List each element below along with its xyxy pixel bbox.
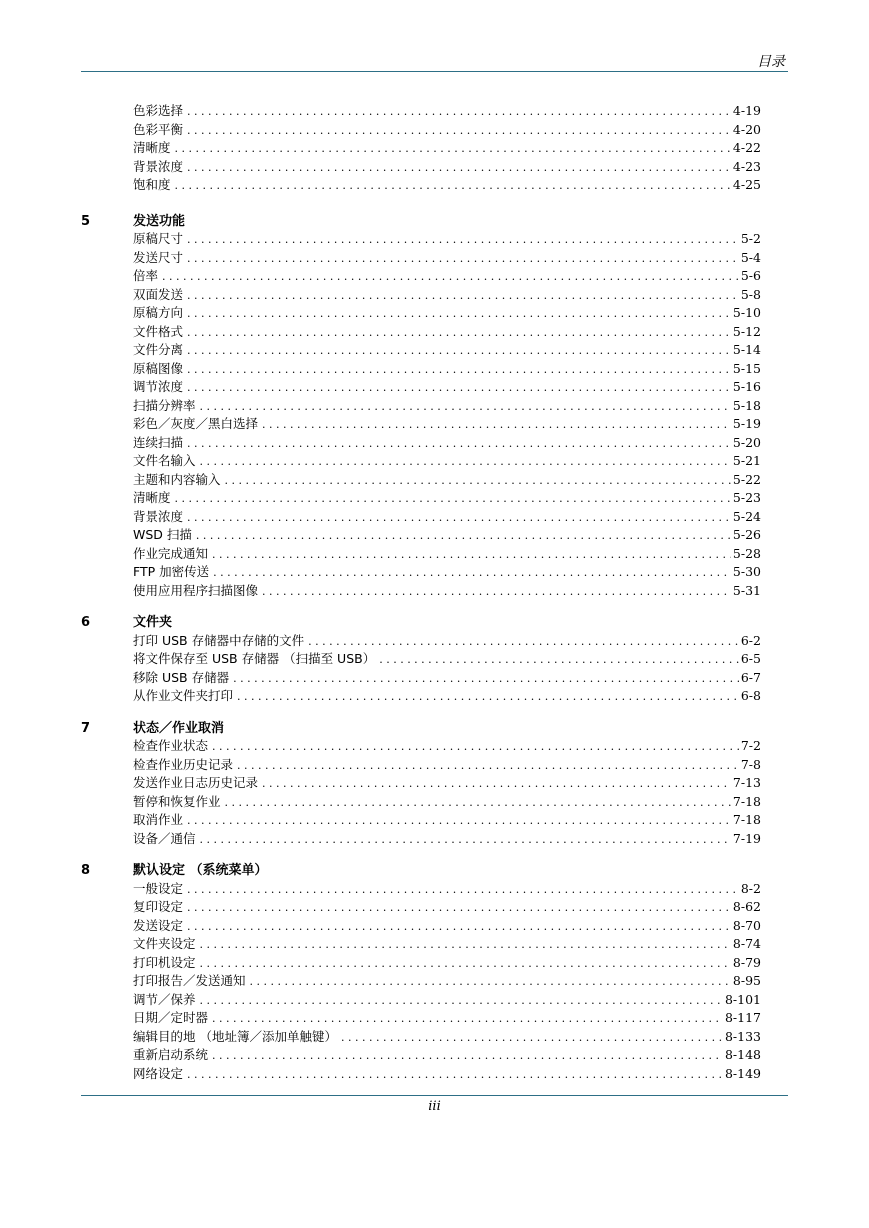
- dot-leader: [187, 509, 731, 527]
- toc-entry-page: 4-19: [732, 103, 761, 118]
- dot-leader: [187, 250, 739, 268]
- dot-leader: [175, 490, 731, 508]
- toc-entry-label: 色彩选择: [133, 103, 184, 118]
- toc-entry-page: 8-74: [732, 936, 761, 951]
- toc-entry-page: 5-2: [740, 231, 761, 246]
- toc-entry-page: 5-18: [732, 397, 761, 413]
- toc-entry-label: 从作业文件夹打印: [133, 688, 234, 703]
- toc-entry-label: 清晰度: [133, 490, 171, 505]
- toc-entry-page: 8-95: [732, 973, 761, 988]
- toc-entry[interactable]: [133, 102, 761, 121]
- toc-entry[interactable]: [133, 898, 761, 917]
- toc-entry-label: 暂停和恢复作业: [133, 793, 221, 809]
- toc-entry-page: 5-19: [732, 416, 761, 431]
- toc-entry[interactable]: [133, 121, 761, 140]
- toc-entry-label: FTP 加密传送: [133, 564, 210, 579]
- toc-entry-page: 6-2: [740, 632, 761, 648]
- dot-leader: [341, 1029, 723, 1047]
- toc-entry-label: 网络设定: [133, 1065, 184, 1081]
- toc-entry-page: 7-8: [740, 756, 761, 772]
- toc-entry-page: 7-2: [740, 738, 761, 753]
- dot-leader: [187, 899, 731, 917]
- toc-entry-label: 扫描分辨率: [133, 397, 196, 413]
- toc-entry-label: 打印机设定: [133, 954, 196, 970]
- dot-leader: [262, 416, 731, 434]
- toc-entry[interactable]: [133, 323, 761, 342]
- dot-leader: [162, 268, 739, 286]
- chapter-title[interactable]: 文件夹: [133, 615, 173, 630]
- dot-leader: [187, 361, 731, 379]
- chapter-number: 5: [81, 213, 91, 229]
- toc-entry-label: 原稿尺寸: [133, 231, 184, 246]
- toc-entry-label: 文件名输入: [133, 453, 196, 468]
- dot-leader: [213, 564, 731, 582]
- toc-entry-label: 检查作业状态: [133, 738, 209, 753]
- toc-entry-label: 重新启动系统: [133, 1047, 209, 1062]
- toc-entry[interactable]: [133, 489, 761, 508]
- toc-entry-label: 作业完成通知: [133, 545, 209, 561]
- dot-leader: [200, 398, 731, 416]
- toc-entry[interactable]: [133, 830, 761, 849]
- chapter-entries: [133, 230, 761, 600]
- dot-leader: [379, 651, 739, 669]
- dot-leader: [200, 992, 723, 1010]
- toc-entry[interactable]: [133, 632, 761, 651]
- dot-leader: [250, 973, 731, 991]
- toc-entry-label: 文件分离: [133, 342, 184, 357]
- toc-entry[interactable]: [133, 563, 761, 582]
- toc-entry-page: 8-133: [724, 1028, 761, 1044]
- toc-entry[interactable]: [133, 1028, 761, 1047]
- toc-entry-label: 文件格式: [133, 323, 184, 339]
- toc-entry[interactable]: [133, 756, 761, 775]
- toc-entry-label: 连续扫描: [133, 434, 184, 450]
- toc-entry-page: 5-6: [740, 268, 761, 283]
- toc-entry[interactable]: [133, 991, 761, 1010]
- toc-entry-label: 打印报告／发送通知: [133, 973, 246, 988]
- toc-entry-page: 4-22: [732, 140, 761, 155]
- dot-leader: [187, 305, 731, 323]
- dot-leader: [237, 688, 739, 706]
- toc-entry[interactable]: [133, 737, 761, 756]
- toc-entry-label: 背景浓度: [133, 158, 184, 174]
- dot-leader: [187, 379, 731, 397]
- toc-entry[interactable]: [133, 1046, 761, 1065]
- toc-entry-page: 6-5: [740, 651, 761, 666]
- toc-entry-label: 原稿图像: [133, 360, 184, 376]
- toc-entry[interactable]: [133, 972, 761, 991]
- toc-entry[interactable]: [133, 1009, 761, 1028]
- toc-entry-page: 5-21: [732, 453, 761, 468]
- toc-entry[interactable]: [133, 158, 761, 177]
- toc-entry-label: WSD 扫描: [133, 527, 192, 542]
- dot-leader: [225, 472, 731, 490]
- dot-leader: [262, 583, 731, 601]
- toc-entry-label: 检查作业历史记录: [133, 756, 234, 772]
- toc-entry-page: 5-22: [732, 471, 761, 487]
- toc-entry[interactable]: [133, 935, 761, 954]
- dot-leader: [187, 287, 739, 305]
- dot-leader: [237, 757, 739, 775]
- toc-entry[interactable]: [133, 880, 761, 899]
- dot-leader: [233, 670, 739, 688]
- toc-entry[interactable]: [133, 793, 761, 812]
- toc-entry-label: 编辑目的地 （地址簿／添加单触键）: [133, 1028, 337, 1044]
- toc-entry-page: 4-23: [732, 158, 761, 174]
- dot-leader: [212, 1047, 723, 1065]
- toc-entry[interactable]: [133, 267, 761, 286]
- table-of-contents: [0, 102, 869, 1097]
- dot-leader: [200, 831, 731, 849]
- toc-entry-page: 5-8: [740, 286, 761, 302]
- toc-entry[interactable]: [133, 526, 761, 545]
- toc-entry-page: 5-20: [732, 434, 761, 450]
- chapter-title[interactable]: 状态／作业取消: [133, 720, 225, 736]
- toc-entry[interactable]: [133, 378, 761, 397]
- toc-entry-page: 6-7: [740, 669, 761, 685]
- dot-leader: [212, 1010, 723, 1028]
- toc-entry-page: 5-14: [732, 342, 761, 357]
- page-number: iii: [428, 1099, 441, 1114]
- toc-entry[interactable]: [133, 687, 761, 706]
- toc-entry-page: 6-8: [740, 688, 761, 703]
- toc-entry-label: 打印 USB 存储器中存储的文件: [133, 632, 305, 648]
- dot-leader: [187, 103, 731, 121]
- dot-leader: [187, 324, 731, 342]
- toc-entry-label: 取消作业: [133, 812, 184, 827]
- toc-entry-page: 5-12: [732, 323, 761, 339]
- toc-entry[interactable]: [133, 774, 761, 793]
- toc-entry-label: 彩色／灰度／黑白选择: [133, 416, 259, 431]
- toc-entry-label: 设备／通信: [133, 830, 196, 846]
- dot-leader: [187, 812, 731, 830]
- toc-entry-page: 7-13: [732, 775, 761, 790]
- toc-entry[interactable]: [133, 249, 761, 268]
- header-rule: [81, 71, 788, 72]
- toc-entry[interactable]: [133, 917, 761, 936]
- toc-entry[interactable]: [133, 360, 761, 379]
- toc-entry-label: 将文件保存至 USB 存储器 （扫描至 USB）: [133, 651, 376, 666]
- toc-entry-page: 7-18: [732, 793, 761, 809]
- dot-leader: [225, 794, 731, 812]
- toc-entry-page: 4-20: [732, 121, 761, 137]
- toc-entry-page: 5-23: [732, 490, 761, 505]
- toc-entry-label: 发送尺寸: [133, 249, 184, 265]
- toc-entry-label: 发送设定: [133, 917, 184, 933]
- toc-entry-label: 复印设定: [133, 899, 184, 914]
- toc-entry-page: 5-15: [732, 360, 761, 376]
- toc-entry[interactable]: [133, 434, 761, 453]
- chapters: [0, 213, 869, 1084]
- toc-entry-label: 日期／定时器: [133, 1010, 209, 1025]
- chapter-number: 7: [81, 720, 91, 736]
- toc-entry-page: 8-62: [732, 899, 761, 914]
- toc-entry-page: 5-4: [740, 249, 761, 265]
- toc-entry-label: 原稿方向: [133, 305, 184, 320]
- dot-leader: [200, 955, 731, 973]
- toc-entry[interactable]: [133, 452, 761, 471]
- toc-entry-page: 5-24: [732, 508, 761, 524]
- toc-entry-page: 8-101: [724, 991, 761, 1007]
- toc-entry-label: 倍率: [133, 268, 159, 283]
- footer-rule: [81, 1095, 788, 1096]
- toc-entry[interactable]: [133, 582, 761, 601]
- toc-entry[interactable]: [133, 508, 761, 527]
- toc-entry-label: 清晰度: [133, 140, 171, 155]
- toc-entry-page: 8-148: [724, 1047, 761, 1062]
- header-title: 目录: [757, 54, 785, 70]
- toc-entry-label: 一般设定: [133, 880, 184, 896]
- dot-leader: [212, 738, 739, 756]
- toc-entry[interactable]: [133, 176, 761, 195]
- toc-entry-page: 8-117: [724, 1010, 761, 1025]
- dot-leader: [212, 546, 731, 564]
- dot-leader: [187, 881, 739, 899]
- toc-entry[interactable]: [133, 1065, 761, 1084]
- toc-entry-page: 5-10: [732, 305, 761, 320]
- toc-entry-page: 8-70: [732, 917, 761, 933]
- dot-leader: [262, 775, 731, 793]
- toc-entry[interactable]: [133, 230, 761, 249]
- chapter-section: [0, 862, 869, 1083]
- toc-entry-page: 8-2: [740, 880, 761, 896]
- chapter-section: [0, 213, 869, 601]
- dot-leader: [187, 918, 731, 936]
- toc-entry-label: 使用应用程序扫描图像: [133, 582, 259, 598]
- toc-entry-page: 8-79: [732, 954, 761, 970]
- toc-entry[interactable]: [133, 545, 761, 564]
- dot-leader: [196, 527, 731, 545]
- toc-entry-page: 5-16: [732, 379, 761, 394]
- toc-entry[interactable]: [133, 811, 761, 830]
- toc-entry[interactable]: [133, 397, 761, 416]
- toc-entry-label: 调节／保养: [133, 991, 196, 1007]
- toc-entry-page: 7-19: [732, 830, 761, 846]
- toc-entry-label: 调节浓度: [133, 379, 184, 394]
- toc-entry-label: 发送作业日志历史记录: [133, 775, 259, 790]
- toc-entry-label: 色彩平衡: [133, 121, 184, 137]
- toc-entry[interactable]: [133, 471, 761, 490]
- toc-entry[interactable]: [133, 954, 761, 973]
- toc-entry-label: 背景浓度: [133, 508, 184, 524]
- dot-leader: [200, 936, 731, 954]
- toc-entry-label: 饱和度: [133, 177, 171, 192]
- toc-entry[interactable]: [133, 669, 761, 688]
- toc-entry[interactable]: [133, 650, 761, 669]
- toc-entry-page: 5-30: [732, 564, 761, 579]
- dot-leader: [187, 342, 731, 360]
- continuation-entries: [133, 102, 761, 195]
- chapter-entries: [133, 632, 761, 706]
- toc-entry[interactable]: [133, 415, 761, 434]
- toc-entry-page: 7-18: [732, 812, 761, 827]
- chapter-section: [0, 720, 869, 849]
- chapter-entries: [133, 880, 761, 1084]
- toc-entry-page: 5-26: [732, 527, 761, 542]
- dot-leader: [187, 122, 731, 140]
- toc-entry[interactable]: [133, 286, 761, 305]
- toc-entry-label: 文件夹设定: [133, 936, 196, 951]
- toc-entry[interactable]: [133, 139, 761, 158]
- toc-entry[interactable]: [133, 304, 761, 323]
- toc-entry-page: 5-31: [732, 582, 761, 598]
- toc-entry-page: 4-25: [732, 177, 761, 192]
- dot-leader: [187, 231, 739, 249]
- dot-leader: [308, 633, 739, 651]
- dot-leader: [187, 159, 731, 177]
- chapter-section: [0, 614, 869, 706]
- dot-leader: [175, 140, 731, 158]
- toc-entry-page: 5-28: [732, 545, 761, 561]
- toc-entry-page: 8-149: [724, 1065, 761, 1081]
- dot-leader: [200, 453, 731, 471]
- toc-entry-label: 移除 USB 存储器: [133, 669, 230, 685]
- chapter-number: 6: [81, 615, 91, 630]
- dot-leader: [187, 1066, 723, 1084]
- dot-leader: [187, 435, 731, 453]
- chapter-title[interactable]: 默认设定 （系统菜单）: [133, 863, 268, 878]
- toc-entry-label: 双面发送: [133, 286, 184, 302]
- chapter-title[interactable]: 发送功能: [133, 213, 186, 229]
- toc-entry-label: 主题和内容输入: [133, 471, 221, 487]
- dot-leader: [175, 177, 731, 195]
- toc-entry[interactable]: [133, 341, 761, 360]
- chapter-entries: [133, 737, 761, 848]
- chapter-number: 8: [81, 863, 91, 878]
